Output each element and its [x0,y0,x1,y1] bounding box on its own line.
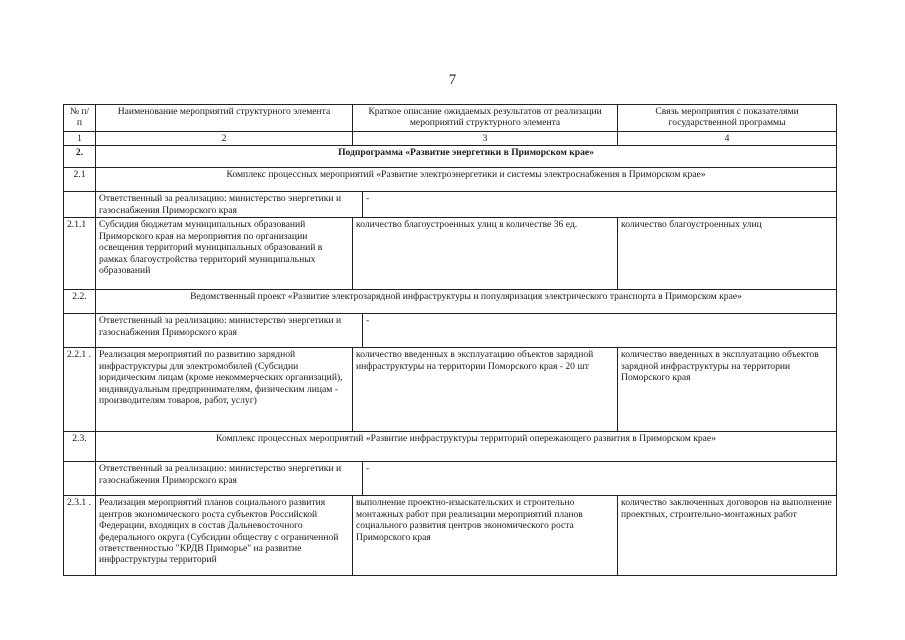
measure-row [64,496,837,576]
header-number-3: 3 [353,132,618,146]
responsible-text: Ответственный за реализацию: министерство энергетики и газоснабжения Приморского края [96,192,363,218]
section-title: Комплекс процессных мероприятий «Развитие инфраструктуры территорий опережающего развития в Приморском крае» [96,432,837,462]
subprogram-num: 2. [64,146,96,168]
responsible-value: - [363,314,837,348]
section-num: 2.1 [64,168,96,192]
measure-name: Субсидия бюджетам муниципальных образований Приморского края на мероприятия по организации освещения территорий муниципальных образований в рамках благоустройства территорий муниципальных образований [96,218,353,290]
measure-row [64,218,837,290]
responsible-row [64,462,837,496]
responsible-value: - [363,462,837,496]
header-number-2: 2 [96,132,353,146]
responsible-text: Ответственный за реализацию: министерство энергетики и газоснабжения Приморского края [96,314,363,348]
responsible-row [64,314,837,348]
header-measure-name: Наименование мероприятий структурного элемента [96,105,353,132]
section-num: 2.2. [64,290,96,314]
measure-result: количество благоустроенных улиц в количестве 36 ед. [353,218,618,290]
section-row [64,290,837,314]
header-number-1: 1 [64,132,96,146]
subprogram-title: Подпрограмма «Развитие энергетики в Приморском крае» [96,146,837,168]
measure-indicator-link: количество введенных в эксплуатацию объектов зарядной инфраструктуры на территории Поморского края [618,348,837,432]
header-number-4: 4 [618,132,837,146]
measure-row [64,348,837,432]
responsible-row [64,192,837,218]
subprogram-row [64,146,837,168]
responsible-value: - [363,192,837,218]
measure-num: 2.3.1 . [64,496,96,576]
header-num: № п/ п [64,105,96,132]
section-title: Комплекс процессных мероприятий «Развитие электроэнергетики и системы электроснабжения в Приморском крае» [96,168,837,192]
measure-indicator-link: количество заключенных договоров на выполнение проектных, строительно-монтажных работ [618,496,837,576]
measures-table [63,104,837,576]
header-result-description: Краткое описание ожидаемых результатов от реализации мероприятий структурного элемента [353,105,618,132]
section-row [64,168,837,192]
header-program-link: Связь мероприятия с показателями государственной программы [618,105,837,132]
measure-name: Реализация мероприятий планов социального развития центров экономического роста субъектов Российской Федерации, входящих в состав Дальневосточного федерального округа (Субсидии обществу с ограниченной ответственностью "КРДВ Приморье" на развитие инфраструктуры территорий [96,496,353,576]
measure-indicator-link: количество благоустроенных улиц [618,218,837,290]
measure-result: количество введенных в эксплуатацию объектов зарядной инфраструктуры на территории Поморского края - 20 шт [353,348,618,432]
page-number: 7 [448,72,457,88]
responsible-text: Ответственный за реализацию: министерство энергетики и газоснабжения Приморского края [96,462,363,496]
section-row [64,432,837,462]
section-num: 2.3. [64,432,96,462]
header-number-row [64,132,837,146]
section-title: Ведомственный проект «Развитие электрозарядной инфраструктуры и популяризация электрического транспорта в Приморском крае» [96,290,837,314]
measure-num: 2.1.1 [64,218,96,290]
measure-result: выполнение проектно-изыскательских и строительно монтажных работ при реализации мероприятий планов социального развития центров экономического роста Приморского края [353,496,618,576]
measure-num: 2.2.1 . [64,348,96,432]
header-row [64,105,837,132]
measure-name: Реализация мероприятий по развитию зарядной инфраструктуры для электромобилей (Субсидии юридическим лицам (кроме некоммерческих организаций), индивидуальным предпринимателям, физическим лицам - производителям товаров, работ, услуг) [96,348,353,432]
